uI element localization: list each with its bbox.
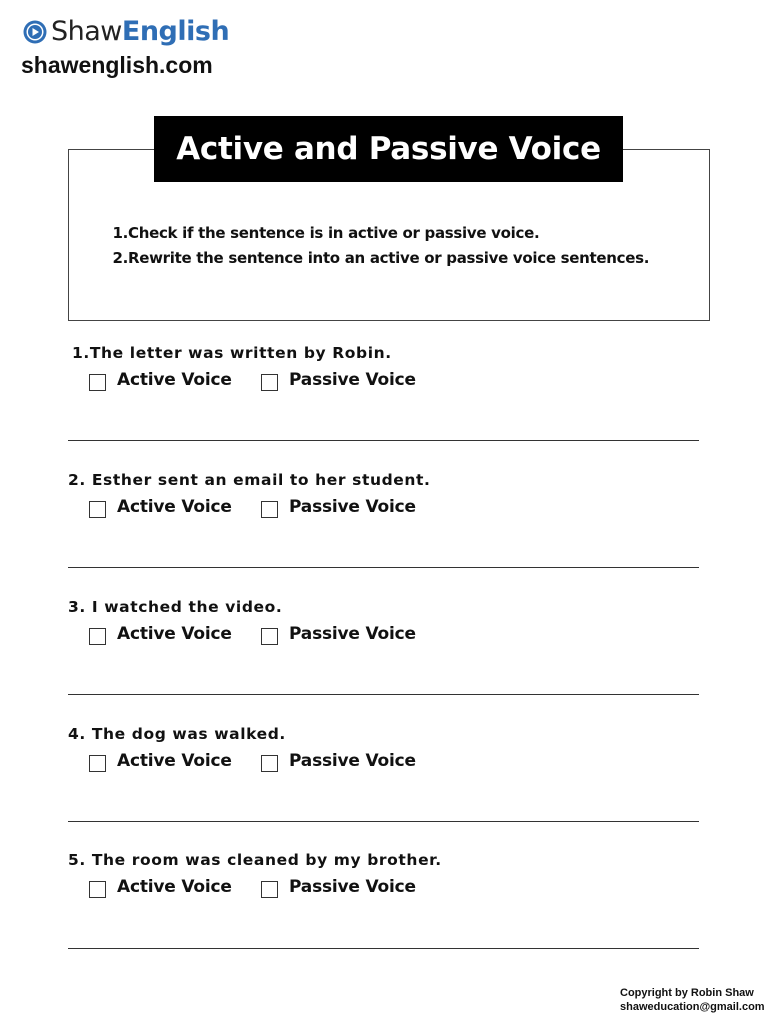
passive-voice-checkbox[interactable] [261, 374, 278, 391]
passive-voice-option[interactable] [261, 749, 416, 773]
instruction-item [108, 223, 649, 248]
instruction-item [108, 248, 649, 273]
question-text: 2. Esther sent an email to her student. [68, 471, 431, 489]
active-voice-checkbox[interactable] [89, 755, 106, 772]
passive-voice-option[interactable] [261, 495, 416, 519]
active-voice-label: Active Voice [117, 624, 232, 644]
passive-voice-label: Passive Voice [289, 624, 416, 644]
question-text: 1.The letter was written by Robin. [72, 344, 392, 362]
passive-voice-label: Passive Voice [289, 877, 416, 897]
play-icon [22, 19, 48, 45]
passive-voice-option[interactable] [261, 368, 416, 392]
page-title: Active and Passive Voice [154, 116, 623, 182]
active-voice-label: Active Voice [117, 497, 232, 517]
active-voice-option[interactable] [89, 749, 232, 773]
question-text: 3. I watched the video. [68, 598, 283, 616]
site-url: shawenglish.com [21, 52, 213, 78]
passive-voice-label: Passive Voice [289, 751, 416, 771]
active-voice-label: Active Voice [117, 370, 232, 390]
answer-line[interactable] [68, 948, 699, 949]
instruction-number: 1. [112, 224, 128, 242]
question-text: 5. The room was cleaned by my brother. [68, 851, 442, 869]
answer-line[interactable] [68, 567, 699, 568]
passive-voice-checkbox[interactable] [261, 628, 278, 645]
active-voice-option[interactable] [89, 622, 232, 646]
instructions-list [108, 223, 649, 273]
answer-line[interactable] [68, 821, 699, 822]
active-voice-option[interactable] [89, 368, 232, 392]
copyright-text: Copyright by Robin Shaw [620, 987, 754, 999]
passive-voice-label: Passive Voice [289, 497, 416, 517]
passive-voice-label: Passive Voice [289, 370, 416, 390]
question-text: 4. The dog was walked. [68, 725, 286, 743]
logo-shaw: Shaw [51, 16, 122, 47]
passive-voice-option[interactable] [261, 875, 416, 899]
active-voice-label: Active Voice [117, 751, 232, 771]
instruction-text: Rewrite the sentence into an active or passive voice sentences. [128, 249, 650, 267]
passive-voice-option[interactable] [261, 622, 416, 646]
copyright-footer [620, 986, 765, 1014]
active-voice-option[interactable] [89, 875, 232, 899]
instruction-number: 2. [112, 249, 128, 267]
logo-text [51, 14, 229, 50]
answer-line[interactable] [68, 440, 699, 441]
active-voice-label: Active Voice [117, 877, 232, 897]
contact-email: shaweducation@gmail.com [620, 1001, 765, 1013]
passive-voice-checkbox[interactable] [261, 881, 278, 898]
active-voice-checkbox[interactable] [89, 501, 106, 518]
passive-voice-checkbox[interactable] [261, 755, 278, 772]
active-voice-checkbox[interactable] [89, 374, 106, 391]
active-voice-checkbox[interactable] [89, 628, 106, 645]
answer-line[interactable] [68, 694, 699, 695]
active-voice-option[interactable] [89, 495, 232, 519]
logo [22, 14, 229, 50]
passive-voice-checkbox[interactable] [261, 501, 278, 518]
active-voice-checkbox[interactable] [89, 881, 106, 898]
instruction-text: Check if the sentence is in active or passive voice. [128, 224, 540, 242]
logo-english: English [121, 16, 230, 47]
